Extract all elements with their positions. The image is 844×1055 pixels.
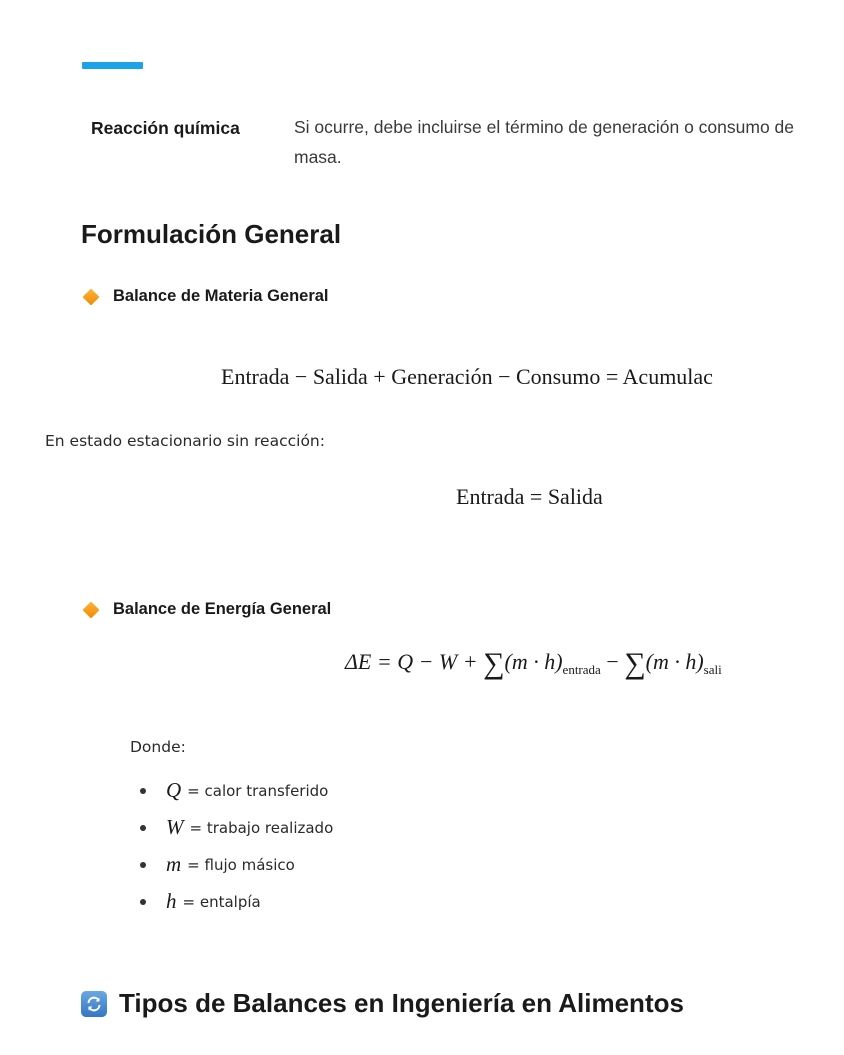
- table-row-label: Reacción química: [91, 118, 240, 138]
- variable-description: = flujo másico: [187, 855, 295, 874]
- equation-steady-state: Entrada = Salida: [456, 484, 603, 509]
- equation-minus: −: [600, 649, 625, 674]
- variable-list: [140, 772, 333, 920]
- bullet-icon: [140, 899, 146, 905]
- equation-lhs: ΔE = Q − W +: [345, 649, 484, 674]
- subheading-balance-materia: [82, 287, 329, 306]
- bullet-icon: [140, 862, 146, 868]
- bullet-icon: [140, 825, 146, 831]
- sum-symbol: ∑: [483, 647, 505, 680]
- bullet-icon: [140, 788, 146, 794]
- equation-term: (m · h): [504, 649, 563, 674]
- subheading-text: Balance de Materia General: [113, 287, 329, 305]
- orange-diamond-icon: [83, 601, 100, 618]
- subheading-balance-energia: [82, 600, 331, 619]
- orange-diamond-icon: [83, 288, 100, 305]
- accent-bar: [82, 62, 143, 69]
- variable-description: = calor transferido: [187, 781, 329, 800]
- list-item: [140, 772, 333, 809]
- equation-balance-materia: Entrada − Salida + Generación − Consumo = Acumulac: [221, 364, 713, 389]
- variable-symbol: m: [166, 852, 182, 876]
- list-item: [140, 883, 333, 920]
- sum-symbol: ∑: [624, 647, 646, 680]
- donde-label: Donde:: [130, 738, 186, 756]
- variable-symbol: W: [166, 815, 184, 839]
- equation-term: (m · h): [645, 649, 704, 674]
- section-heading-tipos: [81, 988, 684, 1019]
- variable-description: = trabajo realizado: [189, 818, 334, 837]
- equation-subscript: entrada: [562, 662, 601, 677]
- list-item: [140, 809, 333, 846]
- variable-symbol: Q: [166, 778, 182, 802]
- section-heading-text: Tipos de Balances en Ingeniería en Alimentos: [119, 988, 684, 1018]
- subheading-text: Balance de Energía General: [113, 600, 332, 618]
- list-item: [140, 846, 333, 883]
- sync-arrows-icon: [81, 991, 107, 1017]
- equation-subscript: sali: [703, 662, 722, 677]
- equation-balance-energia: [345, 647, 722, 681]
- steady-state-text: En estado estacionario sin reacción:: [45, 432, 325, 450]
- variable-symbol: h: [166, 889, 177, 913]
- section-heading-formulacion: Formulación General: [81, 219, 342, 249]
- table-row-value: Si ocurre, debe incluirse el término de generación o consumo de masa.: [294, 117, 795, 167]
- variable-description: = entalpía: [182, 892, 261, 911]
